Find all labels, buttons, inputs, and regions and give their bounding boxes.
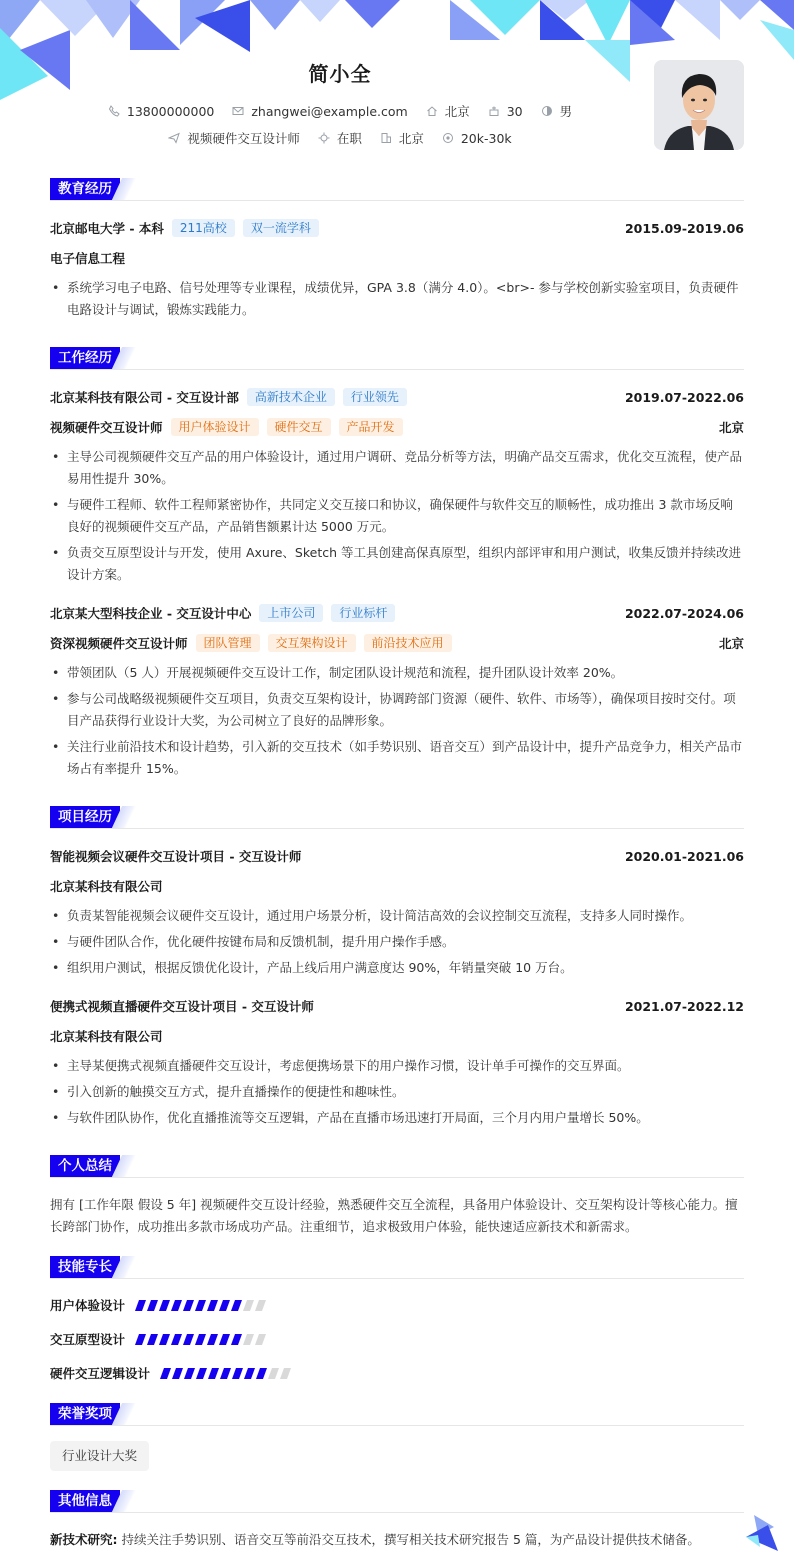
skill-bar-filled <box>195 1300 206 1311</box>
project-bullet: • 与硬件团队合作，优化硬件按键布局和反馈机制，提升用户操作手感。 <box>50 931 744 953</box>
company-tag: 行业领先 <box>343 388 407 406</box>
education-major-row <box>50 249 744 267</box>
school-tag: 双一流学科 <box>243 219 319 237</box>
company-tag: 行业标杆 <box>331 604 395 622</box>
project-org: 北京某科技有限公司 <box>50 879 163 894</box>
status-icon <box>318 132 330 144</box>
role-tag: 交互架构设计 <box>268 634 356 652</box>
major: 电子信息工程 <box>50 251 126 266</box>
skill-level <box>137 1334 269 1345</box>
role-tag: 产品开发 <box>339 418 403 436</box>
work-bullet: • 负责交互原型设计与开发，使用 Axure、Sketch 等工具创建高保真原型，组织内部评审和用户测试，收集反馈并持续改进设计方案。 <box>50 542 744 586</box>
skill-bar-filled <box>256 1368 267 1379</box>
project-title: 便携式视频直播硬件交互设计项目 - 交互设计师 <box>50 999 314 1014</box>
gender-icon <box>541 105 553 117</box>
building-icon <box>380 132 392 144</box>
work-date: 2022.07-2024.06 <box>624 605 744 621</box>
section-title: 教育经历 <box>50 178 120 200</box>
salary-icon <box>442 132 454 144</box>
skill-bar-filled <box>231 1334 242 1345</box>
skill-bar-empty <box>243 1334 254 1345</box>
section-summary <box>50 1155 744 1177</box>
age-icon <box>488 105 500 117</box>
skill-bar-filled <box>195 1334 206 1345</box>
school-tag: 211高校 <box>172 219 235 237</box>
role-tag: 用户体验设计 <box>171 418 259 436</box>
location-item <box>426 102 470 120</box>
home-icon <box>426 105 438 117</box>
work-company-row <box>50 604 744 622</box>
email-text: zhangwei@example.com <box>251 103 408 119</box>
skill-name: 硬件交互逻辑设计 <box>50 1366 151 1381</box>
skill-bar-filled <box>231 1300 242 1311</box>
divider <box>50 1278 744 1279</box>
skill-bar-filled <box>184 1368 195 1379</box>
skill-bar-filled <box>172 1368 183 1379</box>
section-awards <box>50 1403 744 1425</box>
project-date: 2020.01-2021.06 <box>624 848 744 864</box>
divider <box>50 1177 744 1178</box>
phone-icon <box>108 105 120 117</box>
summary-text: 拥有 [工作年限 假设 5 年] 视频硬件交互设计经验，熟悉硬件交互全流程，具备用户体验设计、交互架构设计等核心能力。擅长跨部门协作，成功推出多款市场成功产品。注重细节，追求极致用户体验，能快速适应新技术和新需求。 <box>50 1197 738 1234</box>
avatar-portrait <box>654 60 744 150</box>
project-date: 2021.07-2022.12 <box>624 998 744 1014</box>
work-company-row <box>50 388 744 406</box>
section-title: 技能专长 <box>50 1256 120 1278</box>
work-bullet: • 参与公司战略级视频硬件交互项目，负责交互架构设计，协调跨部门资源（硬件、软件、市场等），确保项目按时交付。项目产品获得行业设计大奖，为公司树立了良好的品牌形象。 <box>50 688 744 732</box>
education-header <box>50 219 744 237</box>
skill-bar-filled <box>135 1300 146 1311</box>
divider <box>50 828 744 829</box>
salary-text: 20k-30k <box>460 130 512 146</box>
skill-bar-filled <box>160 1368 171 1379</box>
salary-item <box>442 131 512 146</box>
role-title: 视频硬件交互设计师 <box>50 420 163 435</box>
work-bullet: • 关注行业前沿技术和设计趋势，引入新的交互技术（如手势识别、语音交互）到产品设计中，提升产品竞争力，相关产品市场占有率提升 15%。 <box>50 736 744 780</box>
skill-bar-filled <box>147 1334 158 1345</box>
project-bullet: • 组织用户测试，根据反馈优化设计，产品上线后用户满意度达 90%，年销量突破 10 万台。 <box>50 957 744 979</box>
award-badge: 行业设计大奖 <box>50 1441 149 1471</box>
project-bullet: • 主导某便携式视频直播硬件交互设计，考虑便携场景下的用户操作习惯，设计单手可操作的交互界面。 <box>50 1055 744 1077</box>
status-item <box>318 129 362 147</box>
role-title: 资深视频硬件交互设计师 <box>50 636 188 651</box>
role-tag: 硬件交互 <box>267 418 331 436</box>
divider <box>50 1512 744 1513</box>
skill-bar-filled <box>171 1334 182 1345</box>
skill-bar-filled <box>232 1368 243 1379</box>
work-role-row <box>50 418 744 436</box>
skill-name: 用户体验设计 <box>50 1298 126 1313</box>
skill-row <box>50 1297 269 1313</box>
work-bullet: • 带领团队（5 人）开展视频硬件交互设计工作，制定团队设计规范和流程，提升团队设计效率 20%。 <box>50 662 744 684</box>
city-item <box>380 129 424 147</box>
skill-level <box>137 1300 269 1311</box>
work-location: 北京 <box>718 420 744 435</box>
section-work <box>50 347 744 369</box>
candidate-name: 简小全 <box>308 62 372 86</box>
age-item <box>488 104 523 119</box>
skill-row <box>50 1331 269 1347</box>
skill-bar-empty <box>243 1300 254 1311</box>
divider <box>50 1425 744 1426</box>
divider <box>50 200 744 201</box>
divider <box>50 369 744 370</box>
section-title: 其他信息 <box>50 1490 120 1512</box>
education-bullet: • 系统学习电子电路、信号处理等专业课程，成绩优异，GPA 3.8（满分 4.0）。<br>- 参与学校创新实验室项目，负责硬件电路设计与调试，锻炼实践能力。 <box>50 277 744 321</box>
role-tag: 前沿技术应用 <box>364 634 452 652</box>
skill-bar-empty <box>255 1300 266 1311</box>
section-title: 荣誉奖项 <box>50 1403 120 1425</box>
skill-bar-filled <box>183 1334 194 1345</box>
company-tag: 上市公司 <box>259 604 323 622</box>
project-org-row <box>50 1027 744 1045</box>
skill-bar-empty <box>280 1368 291 1379</box>
skill-bar-filled <box>219 1300 230 1311</box>
job-intent-row <box>0 129 680 147</box>
section-title: 项目经历 <box>50 806 120 828</box>
role-tag: 团队管理 <box>196 634 260 652</box>
email-icon <box>232 105 244 117</box>
gender-text: 男 <box>559 104 573 119</box>
position-text: 视频硬件交互设计师 <box>187 131 300 146</box>
section-title: 工作经历 <box>50 347 120 369</box>
skill-level <box>162 1368 294 1379</box>
phone-text: 13800000000 <box>126 103 215 119</box>
section-other <box>50 1490 744 1512</box>
skill-bar-empty <box>255 1334 266 1345</box>
gender-item <box>541 102 573 120</box>
work-bullet: • 主导公司视频硬件交互产品的用户体验设计，通过用户调研、竞品分析等方法，明确产品交互需求，优化交互流程，使产品易用性提升 30%。 <box>50 446 744 490</box>
skill-bar-filled <box>171 1300 182 1311</box>
work-bullet: • 与硬件工程师、软件工程师紧密协作，共同定义交互接口和协议，确保硬件与软件交互的顺畅性，成功推出 3 款市场反响良好的视频硬件交互产品，产品销售额累计达 5000 万元。 <box>50 494 744 538</box>
project-bullet: • 与软件团队协作，优化直播推流等交互逻辑，产品在直播市场迅速打开局面，三个月内用户量增长 50%。 <box>50 1107 744 1129</box>
project-org: 北京某科技有限公司 <box>50 1029 163 1044</box>
section-projects <box>50 806 744 828</box>
location-text: 北京 <box>444 104 470 119</box>
skill-bar-filled <box>196 1368 207 1379</box>
skill-bar-filled <box>183 1300 194 1311</box>
company-name: 北京某科技有限公司 - 交互设计部 <box>50 390 239 405</box>
project-title-row <box>50 997 744 1015</box>
position-item <box>168 129 300 147</box>
company-name: 北京某大型科技企业 - 交互设计中心 <box>50 606 252 621</box>
project-org-row <box>50 877 744 895</box>
skill-bar-filled <box>244 1368 255 1379</box>
work-role-row <box>50 634 744 652</box>
city-text: 北京 <box>398 131 424 146</box>
company-tag: 高新技术企业 <box>247 388 335 406</box>
project-bullet: • 负责某智能视频会议硬件交互设计，通过用户场景分析，设计简洁高效的会议控制交互流程，支持多人同时操作。 <box>50 905 744 927</box>
send-icon <box>168 132 180 144</box>
other-info-label: 新技术研究: <box>50 1532 118 1547</box>
avatar <box>654 60 744 150</box>
work-date: 2019.07-2022.06 <box>624 389 744 405</box>
skill-bar-filled <box>159 1300 170 1311</box>
skill-bar-filled <box>159 1334 170 1345</box>
section-title: 个人总结 <box>50 1155 120 1177</box>
school-name: 北京邮电大学 - 本科 <box>50 221 164 236</box>
age-text: 30 <box>506 103 523 119</box>
skill-bar-empty <box>268 1368 279 1379</box>
status-text: 在职 <box>336 131 362 146</box>
phone-item <box>108 104 214 119</box>
section-skills <box>50 1256 744 1278</box>
contact-row <box>0 102 680 120</box>
skill-bar-filled <box>207 1300 218 1311</box>
skill-bar-filled <box>220 1368 231 1379</box>
email-item <box>232 104 407 119</box>
skill-bar-filled <box>147 1300 158 1311</box>
skill-bar-filled <box>208 1368 219 1379</box>
education-date: 2015.09-2019.06 <box>624 220 744 236</box>
skill-bar-filled <box>207 1334 218 1345</box>
project-title-row <box>50 847 744 865</box>
work-location: 北京 <box>718 636 744 651</box>
skill-name: 交互原型设计 <box>50 1332 126 1347</box>
skill-row <box>50 1365 294 1381</box>
project-title: 智能视频会议硬件交互设计项目 - 交互设计师 <box>50 849 302 864</box>
other-info-text: 持续关注手势识别、语音交互等前沿交互技术，撰写相关技术研究报告 5 篇，为产品设计提供技术储备。 <box>121 1532 700 1547</box>
section-education <box>50 178 744 200</box>
other-info <box>50 1530 744 1550</box>
skill-bar-filled <box>135 1334 146 1345</box>
skill-bar-filled <box>219 1334 230 1345</box>
project-bullet: • 引入创新的触摸交互方式，提升直播操作的便捷性和趣味性。 <box>50 1081 744 1103</box>
